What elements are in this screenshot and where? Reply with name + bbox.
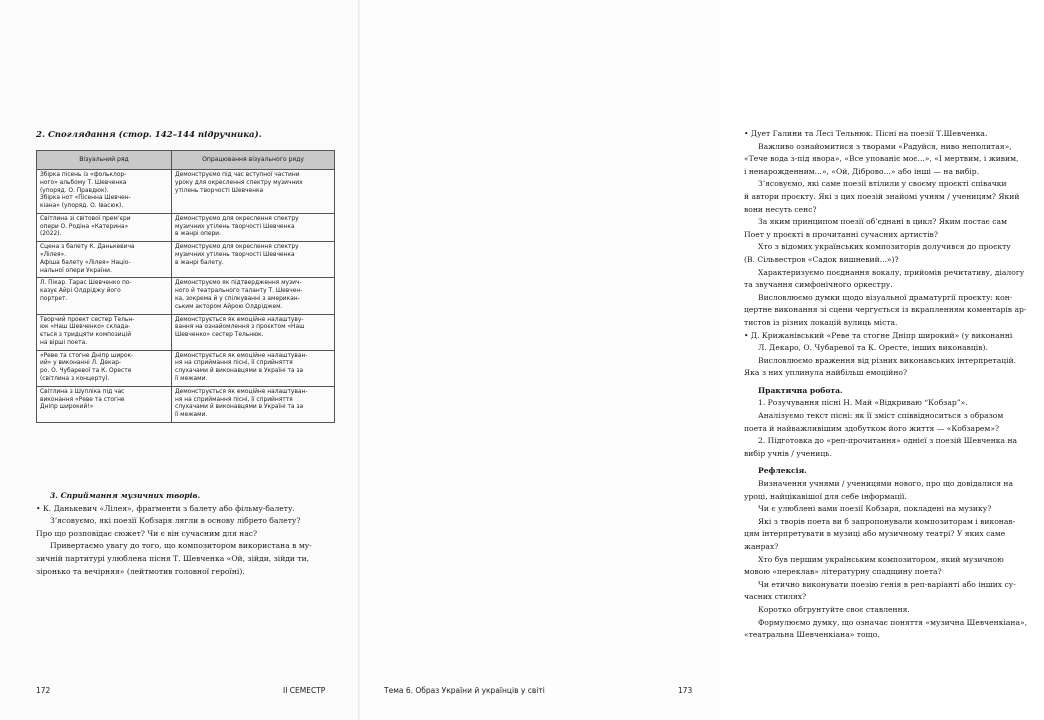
text-line: уроці, найцікавішої для себе інформації. [744, 491, 907, 501]
text-line: Хто був першим українським композитором, який музичною [758, 554, 1004, 564]
cell-line: слухачами й виконавцями в Україні та за [175, 404, 304, 411]
cell-line: в жанрі опери. [175, 231, 221, 238]
cell-line: портрет. [40, 295, 68, 302]
text-line: зіронько та вечірняя» (лейтмотив головної героїні). [36, 566, 245, 576]
reflection-text [744, 478, 1044, 642]
cell-line: слухачами й виконавцями в Україні та за [175, 368, 304, 375]
text-line: (В. Сільвестров «Садок вишневий...»)? [744, 254, 899, 264]
text-line: жанрах? [744, 542, 779, 551]
cell-line: (упоряд. О. Правдюк). [40, 187, 109, 194]
left-running-head: II СЕМЕСТР [283, 686, 326, 695]
table-header-visual: Візуальний ряд [37, 151, 172, 170]
cell-line: Збірка пісень із «фольклор- [40, 172, 127, 178]
text-line: вибір учнів / учениць. [744, 448, 832, 458]
cell-line: Світлина з Шупліка під час [40, 388, 125, 395]
text-line: За яким принципом поезії об’єднані в цикл? Яким постає сам [758, 217, 1007, 227]
cell-line: в жанрі балету. [175, 259, 224, 266]
table-cell-work [172, 386, 335, 422]
text-line: Яка з них уплинула найбільш емоційно? [744, 368, 908, 378]
text-line: Які з творів поета ви б запропонували композиторам і виконав- [758, 516, 1016, 526]
table-cell-work [172, 350, 335, 386]
text-line: Характеризуємо поєднання вокалу, прийомів речитативу, діалогу [758, 267, 1025, 277]
text-line: Чи є улюблені вами поезії Кобзаря, покладені на музику? [758, 504, 992, 514]
right-running-head: Тема 6. Образ України й українців у світі [384, 686, 545, 695]
table-row [37, 386, 335, 422]
table-row [37, 213, 335, 241]
text-line: З’ясовуємо, які саме поезії втілили у своєму проєкті співачки [758, 179, 1007, 189]
cell-line: Сцена з балету К. Данькевича [40, 244, 135, 251]
cell-line: уроку для окреслення спектру музичних [175, 179, 303, 186]
text-line: Чи етично виконувати поезію генія в реп-варіанті або інших су- [758, 579, 1016, 589]
right-page [360, 0, 1028, 720]
section-3-title: 3. Сприймання музичних творів. [50, 491, 201, 500]
cell-line: Дніпр широкий!» [40, 404, 94, 411]
cell-line: Демонструємо під час вступної частини [175, 172, 300, 178]
cell-line: утілень творчості Шевченка [175, 187, 264, 194]
text-line: Висловлюємо думки щодо візуальної драматургії проєкту: кон- [758, 292, 1013, 302]
cell-line: Демонструється як емоційне налаштуван- [175, 352, 308, 359]
section-3-block [36, 490, 336, 578]
cell-line: ий» у виконанні Л. Декар- [40, 360, 122, 367]
table-cell-visual [37, 213, 172, 241]
cell-line: виконання «Реве та стогне [40, 396, 125, 403]
table-cell-work [172, 242, 335, 278]
cell-line: музичних утілень творчості Шевченка [175, 252, 295, 259]
cell-line: ським актором Айрою Олдріджем. [175, 303, 283, 310]
table-cell-visual [37, 314, 172, 350]
text-line: Про що розповідає сюжет? Чи є він сучасним для нас? [36, 528, 258, 538]
table-cell-visual [37, 386, 172, 422]
cell-line: Демонструємо для окреслення спектру [175, 215, 299, 222]
cell-line: «Реве та стогне Дніпр широк- [40, 352, 134, 359]
text-line: Формулюємо думку, що означає поняття «музична Шевченкіана», [758, 617, 1028, 627]
text-line: Важливо ознайомитися з творами «Радуйся, ниво неполитая», [758, 141, 1012, 151]
cell-line: опери О. Родіна «Катерина» [40, 223, 129, 230]
table-header-work: Опрацювання візуального ряду [172, 151, 335, 170]
table-row [37, 278, 335, 314]
text-line: Визначення учнями / ученицями нового, про що довідалися на [758, 479, 1013, 489]
text-line: мовою «переклав» літературну спадщину поета? [744, 567, 942, 577]
text-line: Коротко обгрунтуйте своє ставлення. [758, 604, 910, 614]
table-cell-visual [37, 350, 172, 386]
cell-line: Афіша балету «Лілея» Націо- [40, 259, 131, 266]
practical-work-text [744, 397, 1044, 460]
visual-series-table [36, 150, 335, 423]
cell-line: вання на ознайомлення з проєктом «Наш [175, 324, 305, 331]
text-line: 1. Розучування пісні Н. Май «Відкриваю “Кобзар”». [758, 398, 968, 408]
text-line: «Тече вода з-під явора», «Все упованіє моє...», «І мертвим, і живим, [744, 154, 1019, 164]
cell-line: Демонструється як емоційне налаштуван- [175, 388, 308, 395]
table-cell-work [172, 314, 335, 350]
cell-line: ро, О. Чубаревої та К. Оресте [40, 368, 132, 375]
table-row [37, 314, 335, 350]
section-2-heading: 2. Споглядання (стор. 142–144 підручника). [36, 130, 262, 140]
cell-line: Демонструємо для окреслення спектру [175, 244, 299, 251]
text-line: • Дует Галини та Лесі Тельнюк. Пісні на поезії Т.Шевченка. [744, 129, 988, 138]
cell-line: юк «Наш Шевченко» склада- [40, 324, 131, 331]
cell-line: музичних утілень творчості Шевченка [175, 223, 295, 230]
text-line: та звучання симфонічного оркестру. [744, 280, 893, 290]
text-line: часних стилях? [744, 592, 807, 602]
cell-line: казує Айрі Олдріджу його [40, 288, 121, 295]
text-line: Поет у проєкті в прочитанні сучасних артистів? [744, 229, 938, 239]
cell-line: Збірка нот «Пісенна Шевчен- [40, 195, 131, 202]
cell-line: Шевченко» сестер Тельнюк. [175, 332, 264, 339]
text-line: тистов із різних локацій вулиць міста. [744, 317, 898, 327]
cell-line: Демонструється як емоційне налаштуву- [175, 316, 304, 323]
cell-line: Світлина зі світової прем’єри [40, 215, 131, 222]
table-cell-work [172, 278, 335, 314]
table-cell-visual [37, 278, 172, 314]
cell-line: (світлина з концерту). [40, 375, 110, 382]
table-cell-work [172, 213, 335, 241]
cell-line: Творчий проект сестер Тельн- [40, 316, 135, 323]
text-line: й автори проєкту. Які з цих поезій знайомі учням / ученицям? Який [744, 191, 1020, 201]
cell-line: ється з тридцяти композицій [40, 332, 132, 339]
cell-line: нальної опери України. [40, 267, 112, 274]
text-line: вони несуть сенс? [744, 204, 817, 214]
practical-work-title: Практична робота. [758, 385, 843, 395]
cell-line: Демонструємо як підтвердження музич- [175, 280, 302, 287]
table-row [37, 350, 335, 386]
left-page [0, 0, 360, 720]
text-line: Хто з відомих українських композиторів долучився до проєкту [758, 242, 1011, 252]
text-line: зичній партитурі улюблена пісня Т. Шевченка «Ой, зійди, зійди ти, [36, 553, 310, 563]
cell-line: на вірші поета. [40, 339, 88, 346]
cell-line: ного й театрального таланту Т. Шевчен- [175, 288, 303, 295]
text-line: «театральна Шевченкіана» тощо. [744, 630, 880, 640]
left-page-number: 172 [36, 686, 51, 695]
table-cell-visual [37, 242, 172, 278]
text-line: Привертаємо увагу до того, що композитором використана в му- [50, 541, 312, 551]
table-cell-work [172, 170, 335, 214]
cell-line: її межами. [175, 412, 208, 419]
table-row [37, 170, 335, 214]
cell-line: її межами. [175, 375, 208, 382]
text-line: і ненарожденним...», «Ой, Діброво...» або інші — на вибір. [744, 166, 979, 176]
text-line: 2. Підготовка до «реп-прочитання» однієї з поезій Шевченка на [758, 436, 1018, 446]
table-row [37, 242, 335, 278]
cell-line: ка, зокрема й у спілкуванні з американ- [175, 295, 300, 302]
cell-line: ного» альбому Т. Шевченка [40, 179, 127, 186]
table-cell-visual [37, 170, 172, 214]
table-body [37, 170, 335, 423]
text-line: Л. Декаро, О. Чубаревої та К. Оресте, інших виконавців). [758, 343, 988, 353]
cell-line: Л. Пікар. Тарас Шевченко по- [40, 280, 132, 287]
section-3-text [36, 503, 336, 579]
text-line: Аналізуємо текст пісні: як її зміст співвідноситься з образом [758, 411, 1004, 421]
text-line: Висловлюємо враження від різних виконавських інтерпретацій. [758, 355, 1017, 365]
cell-line: ня на сприймання пісні, її сприйняття [175, 360, 293, 367]
text-line: • Д. Крижанівський «Реве та стогне Дніпр широкий» (у виконанні [744, 330, 1013, 340]
text-line: З’ясовуємо, які поезії Кобзаря лягли в основу лібрето балету? [50, 516, 301, 526]
cell-line: «Лілея». [40, 252, 67, 259]
table-header-row [37, 151, 335, 170]
cell-line: кіана» (упоряд. О. Івасюк). [40, 203, 124, 210]
cell-line: ня на сприймання пісні, її сприйняття [175, 396, 293, 403]
text-line: поета й найважливішим здобутком його життя — «Кобзарем»? [744, 423, 1000, 433]
right-page-text [744, 128, 1044, 642]
text-line: цертне виконання зі сцени чергується із вкрапленням коментарів ар- [744, 305, 1027, 315]
right-page-number: 173 [678, 686, 693, 695]
cell-line: (2022). [40, 231, 62, 238]
performers-section [744, 128, 1044, 380]
text-line: • К. Данькевич «Лілея», фрагменти з балету або фільму-балету. [36, 503, 295, 513]
text-line: цям інтерпретувати в музиці або музичному театрі? У яких саме [744, 529, 1006, 539]
reflection-title: Рефлексія. [758, 466, 807, 476]
